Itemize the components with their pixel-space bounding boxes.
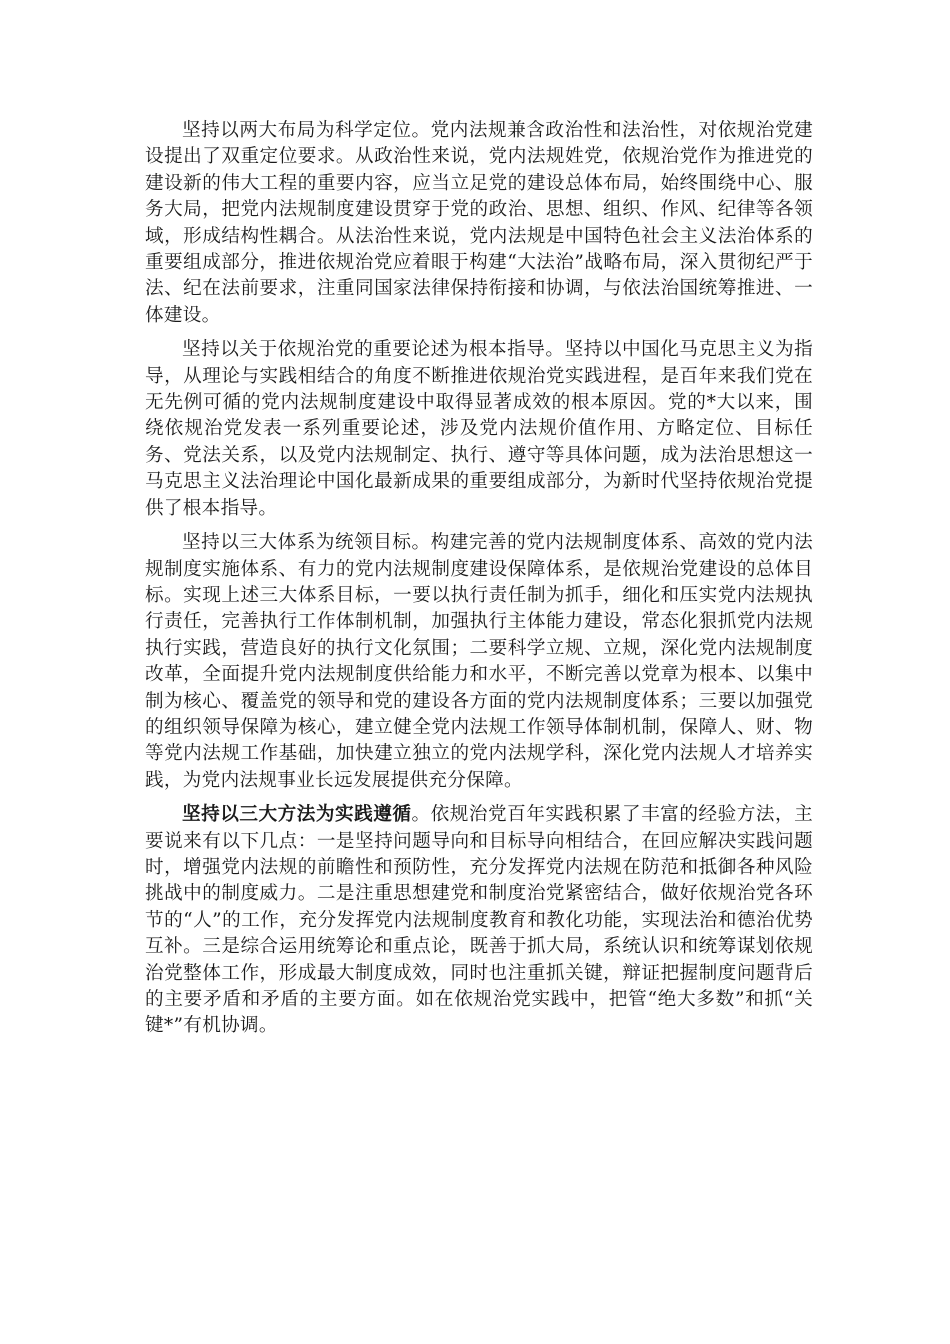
document-body <box>145 118 813 1048</box>
paragraph-three-systems <box>145 530 813 794</box>
paragraph-text: 坚持以关于依规治党的重要论述为根本指导。坚持以中国化马克思主义为指导，从理论与实践相结合的角度不断推进依规治党实践进程，是百年来我们党在无先例可循的党内法规制度建设中取得显著成效的根本原因。党的*大以来，围绕依规治党发表一系列重要论述，涉及党内法规价值作用、方略定位、目标任务、党法关系，以及党内法规制定、执行、遵守等具体问题，成为法治思想这一马克思主义法治理论中国化最新成果的重要组成部分，为新时代坚持依规治党提供了根本指导。 <box>145 339 813 519</box>
paragraph-text: 坚持以三大体系为统领目标。构建完善的党内法规制度体系、高效的党内法规制度实施体系、有力的党内法规制度建设保障体系，是依规治党建设的总体目标。实现上述三大体系目标，一要以执行责任制为抓手，细化和压实党内法规执行责任，完善执行工作体制机制，加强执行主体能力建设，常态化狠抓党内法规执行实践，营造良好的执行文化氛围；二要科学立规、立规，深化党内法规制度改革，全面提升党内法规制度供给能力和水平，不断完善以党章为根本、以集中制为核心、覆盖党的领导和党的建设各方面的党内法规制度体系；三要以加强党的组织领导保障为核心，建立健全党内法规工作领导体制机制，保障人、财、物等党内法规工作基础，加快建立独立的党内法规学科，深化党内法规人才培养实践，为党内法规事业长远发展提供充分保障。 <box>145 532 813 791</box>
paragraph-text: 坚持以两大布局为科学定位。党内法规兼含政治性和法治性，对依规治党建设提出了双重定位要求。从政治性来说，党内法规姓党，依规治党作为推进党的建设新的伟大工程的重要内容，应当立足党的建设总体布局，始终围绕中心、服务大局，把党内法规制度建设贯穿于党的政治、思想、组织、作风、纪律等各领域，形成结构性耦合。从法治性来说，党内法规是中国特色社会主义法治体系的重要组成部分，推进依规治党应着眼于构建“大法治”战略布局，深入贯彻纪严于法、纪在法前要求，注重同国家法律保持衔接和协调，与依法治国统筹推进、一体建设。 <box>145 120 813 326</box>
paragraph-two-layouts <box>145 118 813 329</box>
paragraph-fundamental-guidance <box>145 337 813 522</box>
paragraph-text: 。依规治党百年实践积累了丰富的经验方法，主要说来有以下几点：一是坚持问题导向和目标导向相结合，在回应解决实践问题时，增强党内法规的前瞻性和预防性，充分发挥党内法规在防范和抵御各种风险挑战中的制度威力。二是注重思想建党和制度治党紧密结合，做好依规治党各环节的“人”的工作，充分发挥党内法规制度教育和教化功能，实现法治和德治优势互补。三是综合运用统筹论和重点论，既善于抓大局，系统认识和统筹谋划依规治党整体工作，形成最大制度成效，同时也注重抓关键，辩证把握制度问题背后的主要矛盾和矛盾的主要方面。如在依规治党实践中，把管“绝大多数”和抓“关键*”有机协调。 <box>145 804 813 1037</box>
paragraph-three-methods <box>145 802 813 1040</box>
paragraph-bold-lead: 坚持以三大方法为实践遵循 <box>182 804 412 826</box>
